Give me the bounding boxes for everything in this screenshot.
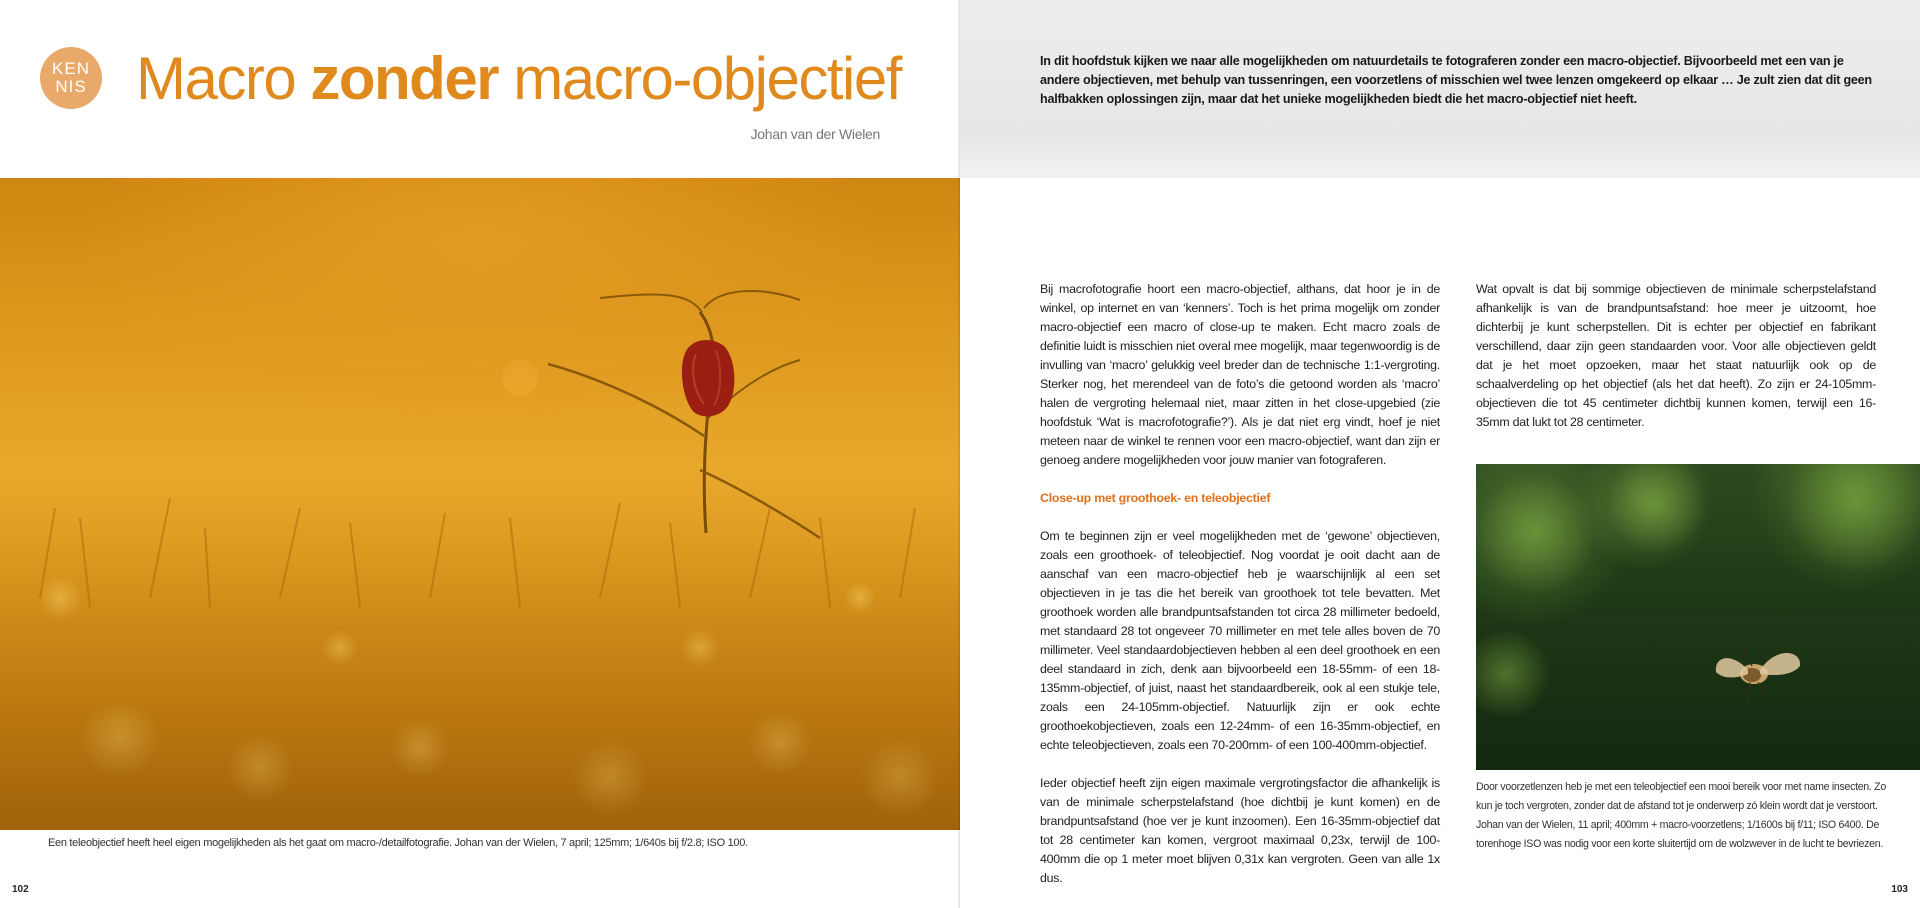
fritillary-photo-illustration — [0, 178, 960, 830]
paragraph-4: Wat opvalt is dat bij sommige objectieven de minimale scherpstelafstand afhankelijk is van de brandpuntsafstand: hoe meer je uitzoomt, hoe dichterbij je kunt scherpstellen. Dit is echter per objectief en fabrikant verschillend, daar zijn geen standaarden voor. Voor alle objectieven geldt dat je het moet opzoeken, maar het staat natuurlijk ook op de schaalverdeling op het objectief (als het dat heeft). Zo zijn er 24-105mm-objectieven die tot 45 centimeter dichtbij kunnen komen, terwijl een 16-35mm dat lukt tot 28 centimeter. — [1476, 282, 1876, 429]
fritillary-photo — [0, 178, 960, 830]
title-part-1: Macro — [136, 45, 311, 112]
paragraph-3: Ieder objectief heeft zijn eigen maximale vergrotingsfactor die afhankelijk is van de minimale scherpstelafstand (hoe dichtbij je kunt komen) en de brandpuntsafstand (hoe ver je kunt inzoomen). Een 16-35mm-objectief dat tot 28 centimeter kan komen, vergroot maximaal 0,23x, terwijl de 100-400mm die op 1 meter moet blijven 0,31x kan vergroten. Geen van alle 1x dus. — [1040, 776, 1440, 885]
badge-line-1: KEN — [52, 59, 90, 78]
paragraph-2: Om te beginnen zijn er veel mogelijkheden met de ‘gewone’ objectieven, zoals een groothoek- of teleobjectief. Nog voordat je ooit dacht aan de aanschaf van een macro-objectief heb je waarschijnlijk al een set objectieven in je tas die het bereik van groothoek tot tele bevatten. Met groothoek worden alle brandpuntsafstanden tot circa 28 millimeter bedoeld, met standaard 28 tot ongeveer 70 millimeter en met tele alles boven de 70 millimeter. Veel standaardobjectieven hebben al een deel groothoek en een deel standaard in zich, denk aan bijvoorbeeld een 18-55mm- of een 18-135mm-objectief, of juist, naast het standaardbereik, ook al een stukje tele, zoals een 24-105mm-objectief. Natuurlijk zijn er ook echte groothoekobjectieven, zoals een 12-24mm- of een 16-35mm-objectief, en echte teleobjectieven, zoals een 70-200mm- of een 100-400mm-objectief. — [1040, 529, 1440, 752]
intro-paragraph: In dit hoofdstuk kijken we naar alle mogelijkheden om natuurdetails te fotograferen zonder een macro-objectief. Bijvoorbeeld met een van je andere objectieven, met behulp van tussenringen, een voorzetlens of misschien wel twee lenzen omgekeerd op elkaar … Je zult zien dat dit geen halfbakken oplossingen zijn, maar dat het unieke mogelijkheden biedt die het macro-objectief niet heeft. — [1040, 54, 1872, 106]
page-number-left: 102 — [12, 884, 29, 895]
kennis-badge — [40, 47, 102, 109]
bee-fly-photo-illustration — [1476, 464, 1920, 770]
chapter-title — [136, 38, 901, 120]
text-column-2 — [1476, 280, 1876, 451]
bee-fly-photo — [1476, 464, 1920, 770]
bee-fly-photo-caption: Door voorzetlenzen heb je met een teleobjectief een mooi bereik voor met name insecten. Zo kun je toch vergroten, zonder dat de afstand tot je onderwerp zó klein wordt dat je verstoort. Johan van der Wielen, 11 april; 400mm + macro-voorzetlens; 1/1600s bij f/11; ISO 6400. De torenhoge ISO was nodig voor een korte sluitertijd om de wolzwever in de lucht te bevriezen. — [1476, 781, 1886, 850]
title-part-2: macro-objectief — [498, 45, 901, 112]
right-page — [960, 0, 1920, 908]
title-bold: zonder — [310, 45, 499, 112]
paragraph-1: Bij macrofotografie hoort een macro-objectief, althans, dat hoor je in de winkel, op internet en van ‘kenners’. Toch is het prima mogelijk om zonder macro-objectief een macro of close-up te maken. Echt macro zoals de definitie luidt is misschien niet overal mee mogelijk, maar tegenwoordig is de invulling van ‘macro’ gelukkig veel breder dan de technische 1:1-vergroting. Sterker nog, het merendeel van de foto’s die getoond worden als ‘macro’ halen de vergroting helemaal niet, maar zitten in het close-upgebied (zie hoofdstuk ‘Wat is macrofotografie?’). Als je dat niet erg vindt, hoef je niet meteen naar de winkel te rennen voor een macro-objectief, want dan zijn er genoeg andere mogelijkheden voor jouw manier van fotograferen. — [1040, 282, 1440, 467]
author-name: Johan van der Wielen — [750, 126, 880, 142]
page-number-right: 103 — [1891, 884, 1908, 895]
badge-line-2: NIS — [55, 77, 87, 96]
text-column-1 — [1040, 280, 1440, 907]
section-subheading: Close-up met groothoek- en teleobjectief — [1040, 491, 1271, 505]
main-photo-caption: Een teleobjectief heeft heel eigen mogelijkheden als het gaat om macro-/detailfotografie. Johan van der Wielen, 7 april; 125mm; 1/640s bij f/2.8; ISO 100. — [48, 837, 748, 849]
